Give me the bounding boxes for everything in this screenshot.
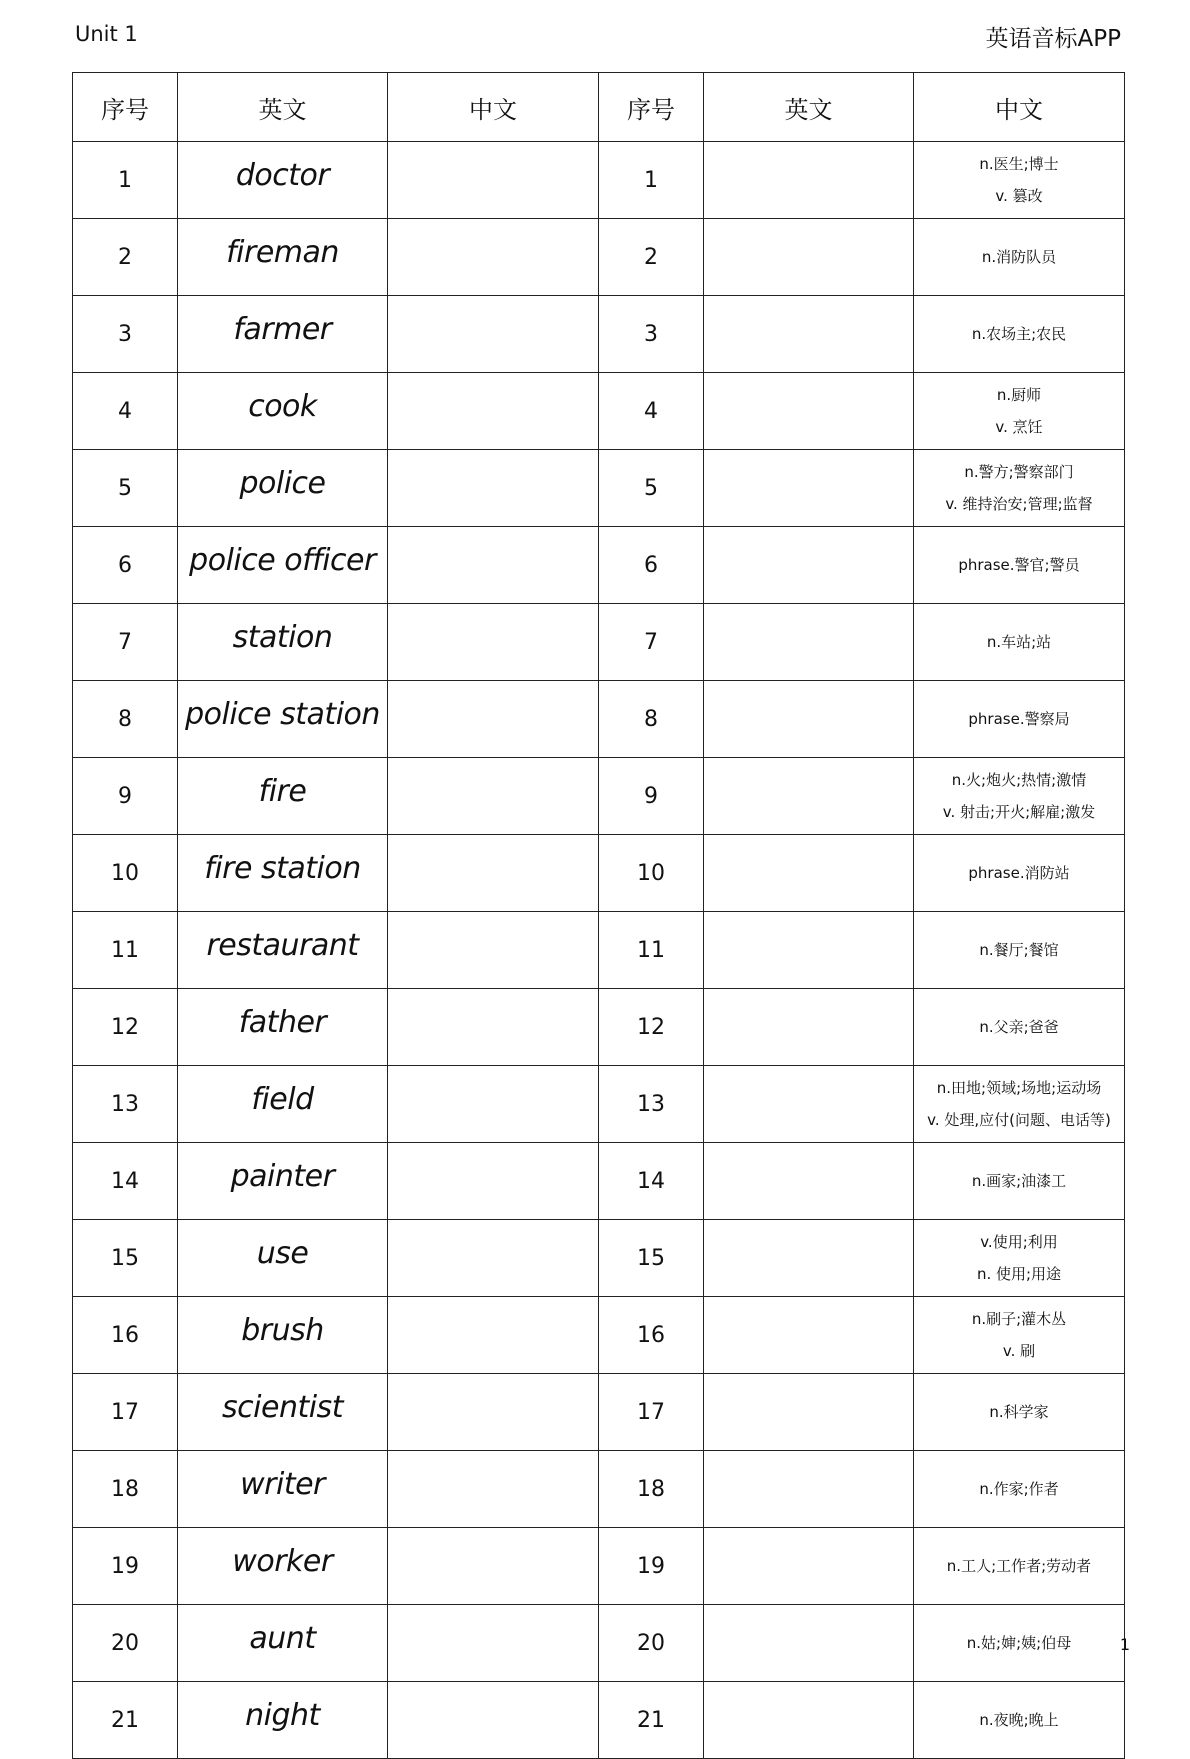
english-answer-blank[interactable] [704, 527, 914, 604]
meaning-line: n.画家;油漆工 [971, 1172, 1067, 1190]
meaning-line: n.消防队员 [981, 248, 1057, 266]
row-number: 13 [73, 1066, 178, 1143]
header-chinese: 中文 [388, 73, 599, 142]
chinese-answer-blank[interactable] [388, 835, 599, 912]
english-word: fire [178, 758, 388, 835]
row-number-2: 5 [599, 450, 704, 527]
english-word: worker [178, 1528, 388, 1605]
chinese-meaning [914, 681, 1125, 758]
row-number-2: 19 [599, 1528, 704, 1605]
meaning-line: n.餐厅;餐馆 [979, 941, 1059, 959]
english-answer-blank[interactable] [704, 1451, 914, 1528]
chinese-answer-blank[interactable] [388, 912, 599, 989]
row-number-2: 21 [599, 1682, 704, 1759]
table-row [73, 681, 1125, 758]
table-row [73, 1451, 1125, 1528]
row-number-2: 12 [599, 989, 704, 1066]
english-answer-blank[interactable] [704, 1682, 914, 1759]
row-number-2: 8 [599, 681, 704, 758]
chinese-answer-blank[interactable] [388, 373, 599, 450]
table-row [73, 1066, 1125, 1143]
table-row [73, 912, 1125, 989]
meaning-line: n.田地;领域;场地;运动场 [936, 1079, 1102, 1097]
english-answer-blank[interactable] [704, 1220, 914, 1297]
english-answer-blank[interactable] [704, 835, 914, 912]
english-word: father [178, 989, 388, 1066]
chinese-answer-blank[interactable] [388, 219, 599, 296]
chinese-answer-blank[interactable] [388, 1143, 599, 1220]
chinese-meaning [914, 1451, 1125, 1528]
chinese-answer-blank[interactable] [388, 989, 599, 1066]
chinese-meaning [914, 142, 1125, 219]
chinese-meaning [914, 835, 1125, 912]
chinese-answer-blank[interactable] [388, 604, 599, 681]
row-number-2: 18 [599, 1451, 704, 1528]
english-word: cook [178, 373, 388, 450]
meaning-line: v.使用;利用 [980, 1233, 1058, 1251]
chinese-meaning [914, 1143, 1125, 1220]
chinese-answer-blank[interactable] [388, 296, 599, 373]
row-number: 17 [73, 1374, 178, 1451]
english-answer-blank[interactable] [704, 1143, 914, 1220]
english-answer-blank[interactable] [704, 373, 914, 450]
meaning-line: n.厨师 [996, 386, 1042, 404]
chinese-answer-blank[interactable] [388, 1374, 599, 1451]
chinese-meaning [914, 1528, 1125, 1605]
english-word: fireman [178, 219, 388, 296]
english-word: doctor [178, 142, 388, 219]
meaning-line: n. 使用;用途 [976, 1265, 1062, 1283]
meaning-line: n.姑;婶;姨;伯母 [966, 1634, 1072, 1652]
english-word: station [178, 604, 388, 681]
row-number: 6 [73, 527, 178, 604]
english-answer-blank[interactable] [704, 219, 914, 296]
table-body [73, 142, 1125, 1759]
row-number-2: 4 [599, 373, 704, 450]
chinese-meaning [914, 1605, 1125, 1682]
row-number-2: 3 [599, 296, 704, 373]
row-number-2: 2 [599, 219, 704, 296]
english-word: use [178, 1220, 388, 1297]
english-word: night [178, 1682, 388, 1759]
row-number-2: 16 [599, 1297, 704, 1374]
table-row [73, 1682, 1125, 1759]
chinese-meaning [914, 450, 1125, 527]
table-row [73, 1605, 1125, 1682]
row-number: 3 [73, 296, 178, 373]
meaning-line: phrase.警官;警员 [958, 556, 1080, 574]
meaning-line: n.作家;作者 [979, 1480, 1059, 1498]
row-number: 2 [73, 219, 178, 296]
row-number: 21 [73, 1682, 178, 1759]
table-row [73, 989, 1125, 1066]
chinese-meaning [914, 758, 1125, 835]
english-answer-blank[interactable] [704, 1605, 914, 1682]
app-name: 英语音标APP [985, 26, 1121, 52]
chinese-meaning [914, 1066, 1125, 1143]
header-number: 序号 [73, 73, 178, 142]
meaning-line: n.车站;站 [986, 633, 1052, 651]
chinese-meaning [914, 219, 1125, 296]
english-answer-blank[interactable] [704, 1297, 914, 1374]
meaning-line: n.父亲;爸爸 [979, 1018, 1059, 1036]
meaning-line: n.科学家 [989, 1403, 1049, 1421]
meaning-line: n.火;炮火;热情;激情 [951, 771, 1087, 789]
meaning-line: n.工人;工作者;劳动者 [946, 1557, 1092, 1575]
table-row [73, 758, 1125, 835]
meaning-line: v. 处理,应付(问题、电话等) [927, 1111, 1111, 1129]
meaning-line: v. 维持治安;管理;监督 [945, 495, 1093, 513]
english-answer-blank[interactable] [704, 296, 914, 373]
table-row [73, 142, 1125, 219]
chinese-answer-blank[interactable] [388, 527, 599, 604]
table-row [73, 1528, 1125, 1605]
chinese-answer-blank[interactable] [388, 681, 599, 758]
meaning-line: v. 刷 [1002, 1342, 1036, 1360]
chinese-answer-blank[interactable] [388, 1605, 599, 1682]
english-answer-blank[interactable] [704, 1528, 914, 1605]
meaning-line: n.医生;博士 [979, 155, 1059, 173]
row-number-2: 17 [599, 1374, 704, 1451]
english-word: police [178, 450, 388, 527]
row-number: 5 [73, 450, 178, 527]
row-number-2: 13 [599, 1066, 704, 1143]
table-row [73, 450, 1125, 527]
table-row [73, 1374, 1125, 1451]
english-answer-blank[interactable] [704, 681, 914, 758]
chinese-meaning [914, 1374, 1125, 1451]
header-number-2: 序号 [599, 73, 704, 142]
meaning-line: v. 射击;开火;解雇;激发 [942, 803, 1096, 821]
row-number: 20 [73, 1605, 178, 1682]
chinese-answer-blank[interactable] [388, 1220, 599, 1297]
table-row [73, 604, 1125, 681]
english-answer-blank[interactable] [704, 1066, 914, 1143]
english-word: restaurant [178, 912, 388, 989]
english-answer-blank[interactable] [704, 450, 914, 527]
row-number: 15 [73, 1220, 178, 1297]
english-word: aunt [178, 1605, 388, 1682]
english-answer-blank[interactable] [704, 912, 914, 989]
row-number: 16 [73, 1297, 178, 1374]
english-word: painter [178, 1143, 388, 1220]
chinese-answer-blank[interactable] [388, 1451, 599, 1528]
row-number-2: 1 [599, 142, 704, 219]
row-number-2: 9 [599, 758, 704, 835]
table-row [73, 1143, 1125, 1220]
meaning-line: phrase.消防站 [968, 864, 1070, 882]
table-row [73, 219, 1125, 296]
english-answer-blank[interactable] [704, 142, 914, 219]
chinese-meaning [914, 1682, 1125, 1759]
meaning-line: v. 篡改 [995, 187, 1043, 205]
english-word: field [178, 1066, 388, 1143]
english-word: farmer [178, 296, 388, 373]
english-word: police officer [178, 527, 388, 604]
chinese-meaning [914, 373, 1125, 450]
chinese-answer-blank[interactable] [388, 1528, 599, 1605]
english-answer-blank[interactable] [704, 758, 914, 835]
row-number-2: 14 [599, 1143, 704, 1220]
english-answer-blank[interactable] [704, 1374, 914, 1451]
chinese-meaning [914, 527, 1125, 604]
chinese-meaning [914, 989, 1125, 1066]
row-number: 19 [73, 1528, 178, 1605]
chinese-answer-blank[interactable] [388, 758, 599, 835]
english-word: police station [178, 681, 388, 758]
chinese-meaning [914, 1220, 1125, 1297]
chinese-meaning [914, 912, 1125, 989]
row-number-2: 7 [599, 604, 704, 681]
header-english: 英文 [178, 73, 388, 142]
row-number: 4 [73, 373, 178, 450]
row-number-2: 20 [599, 1605, 704, 1682]
table-row [73, 1220, 1125, 1297]
meaning-line: n.警方;警察部门 [964, 463, 1074, 481]
english-word: writer [178, 1451, 388, 1528]
chinese-answer-blank[interactable] [388, 1682, 599, 1759]
vocabulary-table [72, 72, 1125, 1759]
meaning-line: phrase.警察局 [968, 710, 1070, 728]
meaning-line: n.刷子;灌木丛 [971, 1310, 1067, 1328]
table-header-row [73, 73, 1125, 142]
chinese-meaning [914, 296, 1125, 373]
row-number: 8 [73, 681, 178, 758]
row-number-2: 15 [599, 1220, 704, 1297]
chinese-answer-blank[interactable] [388, 1066, 599, 1143]
chinese-meaning [914, 1297, 1125, 1374]
row-number: 10 [73, 835, 178, 912]
unit-label: Unit 1 [75, 22, 138, 46]
row-number-2: 6 [599, 527, 704, 604]
row-number-2: 10 [599, 835, 704, 912]
row-number: 9 [73, 758, 178, 835]
chinese-meaning [914, 604, 1125, 681]
english-word: scientist [178, 1374, 388, 1451]
row-number: 1 [73, 142, 178, 219]
row-number: 11 [73, 912, 178, 989]
meaning-line: n.夜晚;晚上 [979, 1711, 1059, 1729]
table-row [73, 527, 1125, 604]
chinese-answer-blank[interactable] [388, 1297, 599, 1374]
table-row [73, 835, 1125, 912]
english-answer-blank[interactable] [704, 989, 914, 1066]
meaning-line: n.农场主;农民 [971, 325, 1067, 343]
table-row [73, 373, 1125, 450]
row-number: 7 [73, 604, 178, 681]
meaning-line: v. 烹饪 [995, 418, 1043, 436]
header-chinese-2: 中文 [914, 73, 1125, 142]
english-word: fire station [178, 835, 388, 912]
english-word: brush [178, 1297, 388, 1374]
row-number-2: 11 [599, 912, 704, 989]
page-number: 1 [1119, 1635, 1130, 1654]
chinese-answer-blank[interactable] [388, 450, 599, 527]
english-answer-blank[interactable] [704, 604, 914, 681]
chinese-answer-blank[interactable] [388, 142, 599, 219]
row-number: 14 [73, 1143, 178, 1220]
table-row [73, 296, 1125, 373]
row-number: 12 [73, 989, 178, 1066]
header-english-2: 英文 [704, 73, 914, 142]
table-row [73, 1297, 1125, 1374]
row-number: 18 [73, 1451, 178, 1528]
